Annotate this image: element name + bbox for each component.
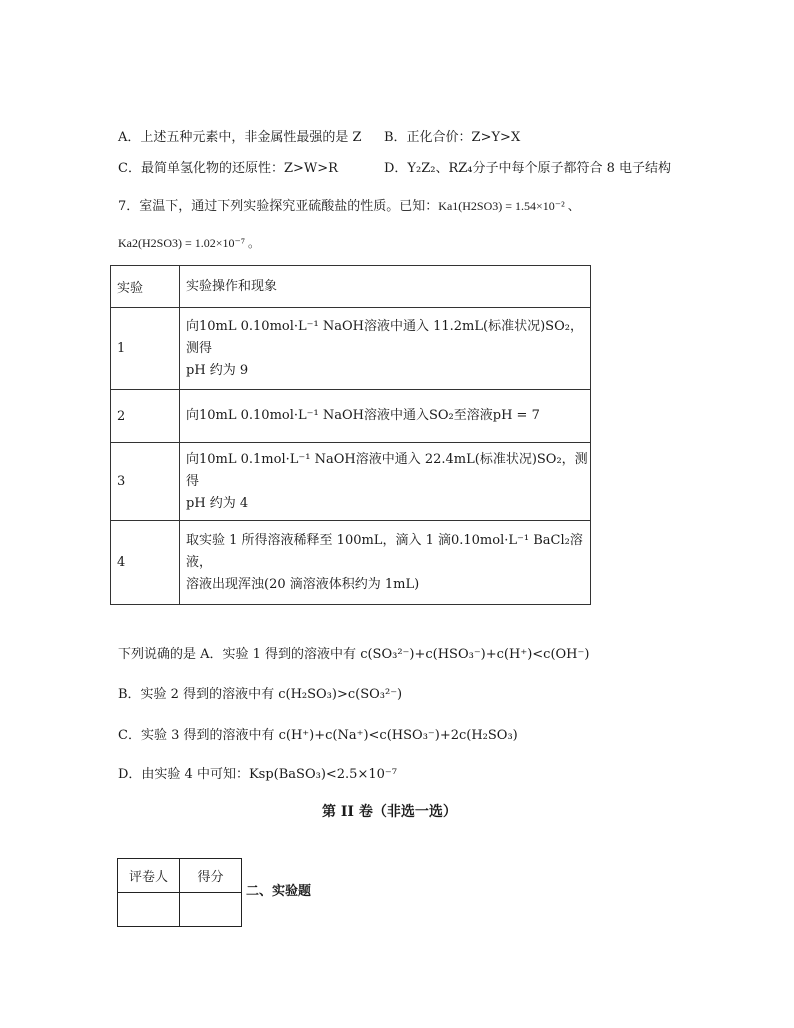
q7-ka2: Ka2(H2SO3) = 1.02×10⁻⁷ 。	[118, 236, 261, 250]
row-id: 4	[111, 521, 180, 605]
row-line: pH 约为 9	[186, 362, 249, 378]
option-b-prev: B．正化合价：Z>Y>X	[384, 130, 521, 145]
q7-stem-text: 7．室温下，通过下列实验探究亚硫酸盐的性质。已知：	[118, 199, 439, 214]
row-line: 向10mL 0.1mol·L⁻¹ NaOH溶液中通入 22.4mL(标准状况)SO₂，测得	[186, 451, 588, 489]
section-heading: 二、实验题	[246, 884, 312, 899]
row-line: 向10mL 0.10mol·L⁻¹ NaOH溶液中通入 11.2mL(标准状况)SO₂，测得	[186, 318, 583, 356]
q7-stem	[118, 197, 580, 216]
experiment-table	[110, 265, 591, 605]
row-line: 溶液出现浑浊(20 滴溶液体积约为 1mL)	[186, 576, 420, 592]
table-row	[111, 308, 591, 390]
table-row	[111, 521, 591, 605]
score-label: 得分	[180, 859, 242, 893]
score-box	[117, 858, 242, 927]
row-id: 1	[111, 308, 180, 390]
header-experiment: 实验	[111, 266, 180, 308]
option-c-prev: C．最简单氢化物的还原性：Z>W>R	[118, 161, 338, 176]
row-id: 3	[111, 443, 180, 521]
option-d-prev: D．Y₂Z₂、RZ₄分子中每个原子都符合 8 电子结构	[384, 161, 672, 176]
table-row	[111, 390, 591, 443]
option-a-prev: A．上述五种元素中，非金属性最强的是 Z	[118, 130, 362, 145]
row-id: 2	[111, 390, 180, 443]
row-line: 向10mL 0.10mol·L⁻¹ NaOH溶液中通入SO₂至溶液pH = 7	[186, 408, 540, 423]
row-line: pH 约为 4	[186, 495, 249, 511]
header-operation: 实验操作和现象	[180, 266, 591, 308]
reviewer-label: 评卷人	[118, 859, 180, 893]
section-title: 第 II 卷（非选一选）	[322, 804, 457, 820]
q7-ka1: Ka1(H2SO3) = 1.54×10⁻² 、	[438, 199, 580, 213]
row-content	[180, 443, 591, 521]
choice-b: B．实验 2 得到的溶液中有 c(H₂SO₃)>c(SO₃²⁻)	[118, 687, 403, 702]
choice-a: 下列说确的是 A．实验 1 得到的溶液中有 c(SO₃²⁻)+c(HSO₃⁻)+c(H⁺)<c(OH⁻)	[118, 647, 590, 662]
table-row	[111, 443, 591, 521]
reviewer-cell[interactable]	[118, 893, 180, 927]
table-header-row	[111, 266, 591, 308]
score-cell[interactable]	[180, 893, 242, 927]
choice-c: C．实验 3 得到的溶液中有 c(H⁺)+c(Na⁺)<c(HSO₃⁻)+2c(H₂SO₃)	[118, 728, 518, 743]
choice-d: D．由实验 4 中可知：Ksp(BaSO₃)<2.5×10⁻⁷	[118, 767, 397, 782]
row-content	[180, 521, 591, 605]
row-content	[180, 308, 591, 390]
row-content	[180, 390, 591, 443]
row-line: 取实验 1 所得溶液稀释至 100mL，滴入 1 滴0.10mol·L⁻¹ BaCl₂溶液，	[186, 532, 583, 570]
